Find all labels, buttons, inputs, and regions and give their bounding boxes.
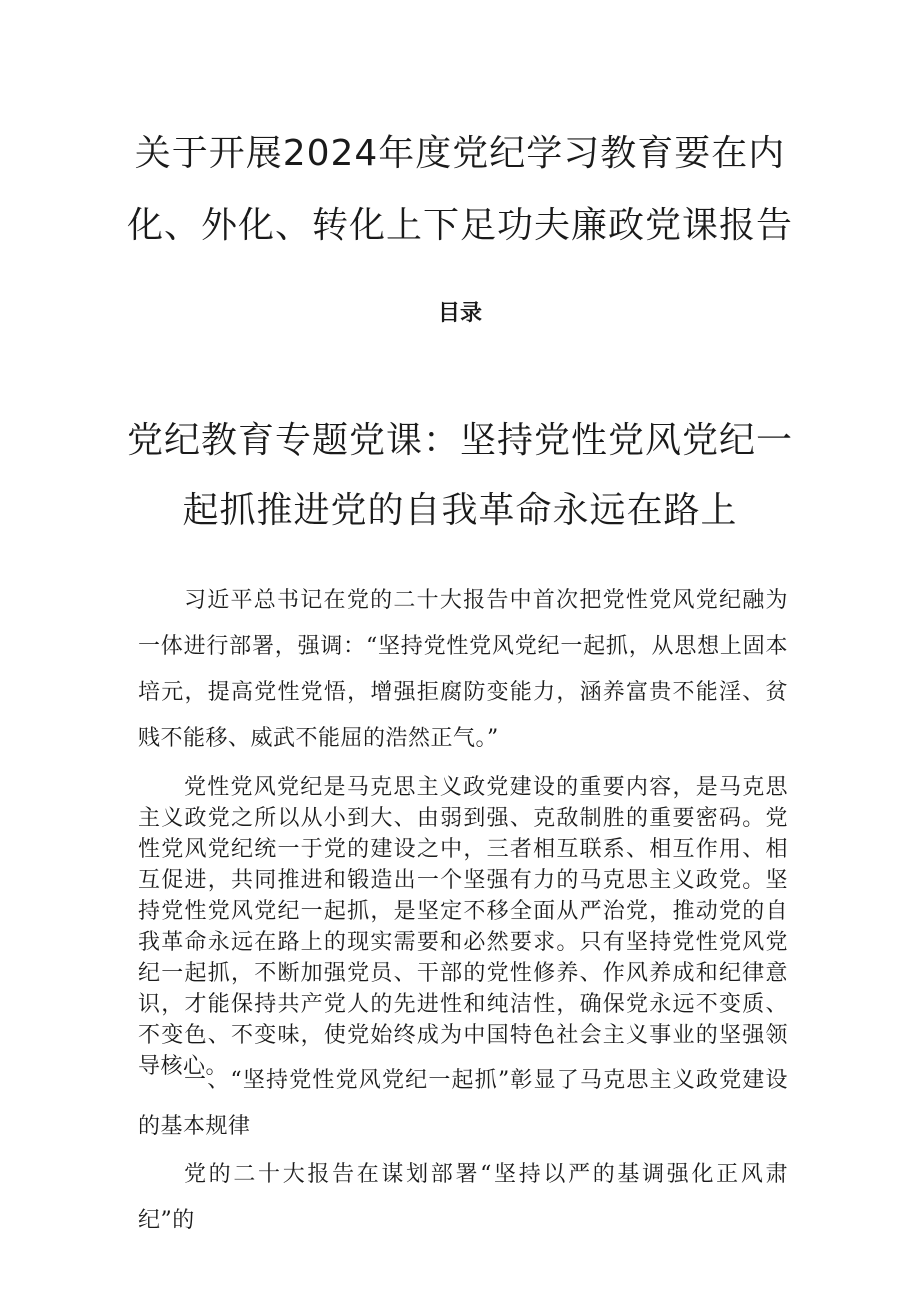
paragraph-body: 党性党风党纪是马克思主义政党建设的重要内容，是马克思主义政党之所以从小到大、由弱到强、克敌制胜的重要密码。党性党风党纪统一于党的建设之中，三者相互联系、相互作用、相互促进，共同推进和锻造出一个坚强有力的马克思主义政党。坚持党性党风党纪一起抓，是坚定不移全面从严治党，推动党的自我革命永远在路上的现实需要和必然要求。只有坚持党性党风党纪一起抓，不断加强党员、干部的党性修养、作风养成和纪律意识，才能保持共产党人的先进性和纯洁性，确保党永远不变质、不变色、不变味，使党始终成为中国特色社会主义事业的坚强领导核心。 (138, 775, 788, 1079)
paragraph-section-1: 党的二十大报告在谋划部署“坚持以严的基调强化正风肃纪”的 (138, 1162, 788, 1233)
document-title: 关于开展2024年度党纪学习教育要在内化、外化、转化上下足功夫廉政党课报告 (126, 133, 793, 246)
paragraph-intro: 习近平总书记在党的二十大报告中首次把党性党风党纪融为一体进行部署，强调：“坚持党性党风党纪一起抓，从思想上固本培元，提高党性党悟，增强拒腐防变能力，涵养富贵不能淫、贫贱不能移、威武不能屈的浩然正气。” (138, 588, 788, 751)
section-heading-1: 一、“坚持党性党风党纪一起抓”彰显了马克思主义政党建设的基本规律 (138, 1068, 788, 1139)
toc-heading: 目录 (437, 301, 482, 326)
lesson-title: 党纪教育专题党课：坚持党性党风党纪一起抓推进党的自我革命永远在路上 (126, 420, 793, 531)
